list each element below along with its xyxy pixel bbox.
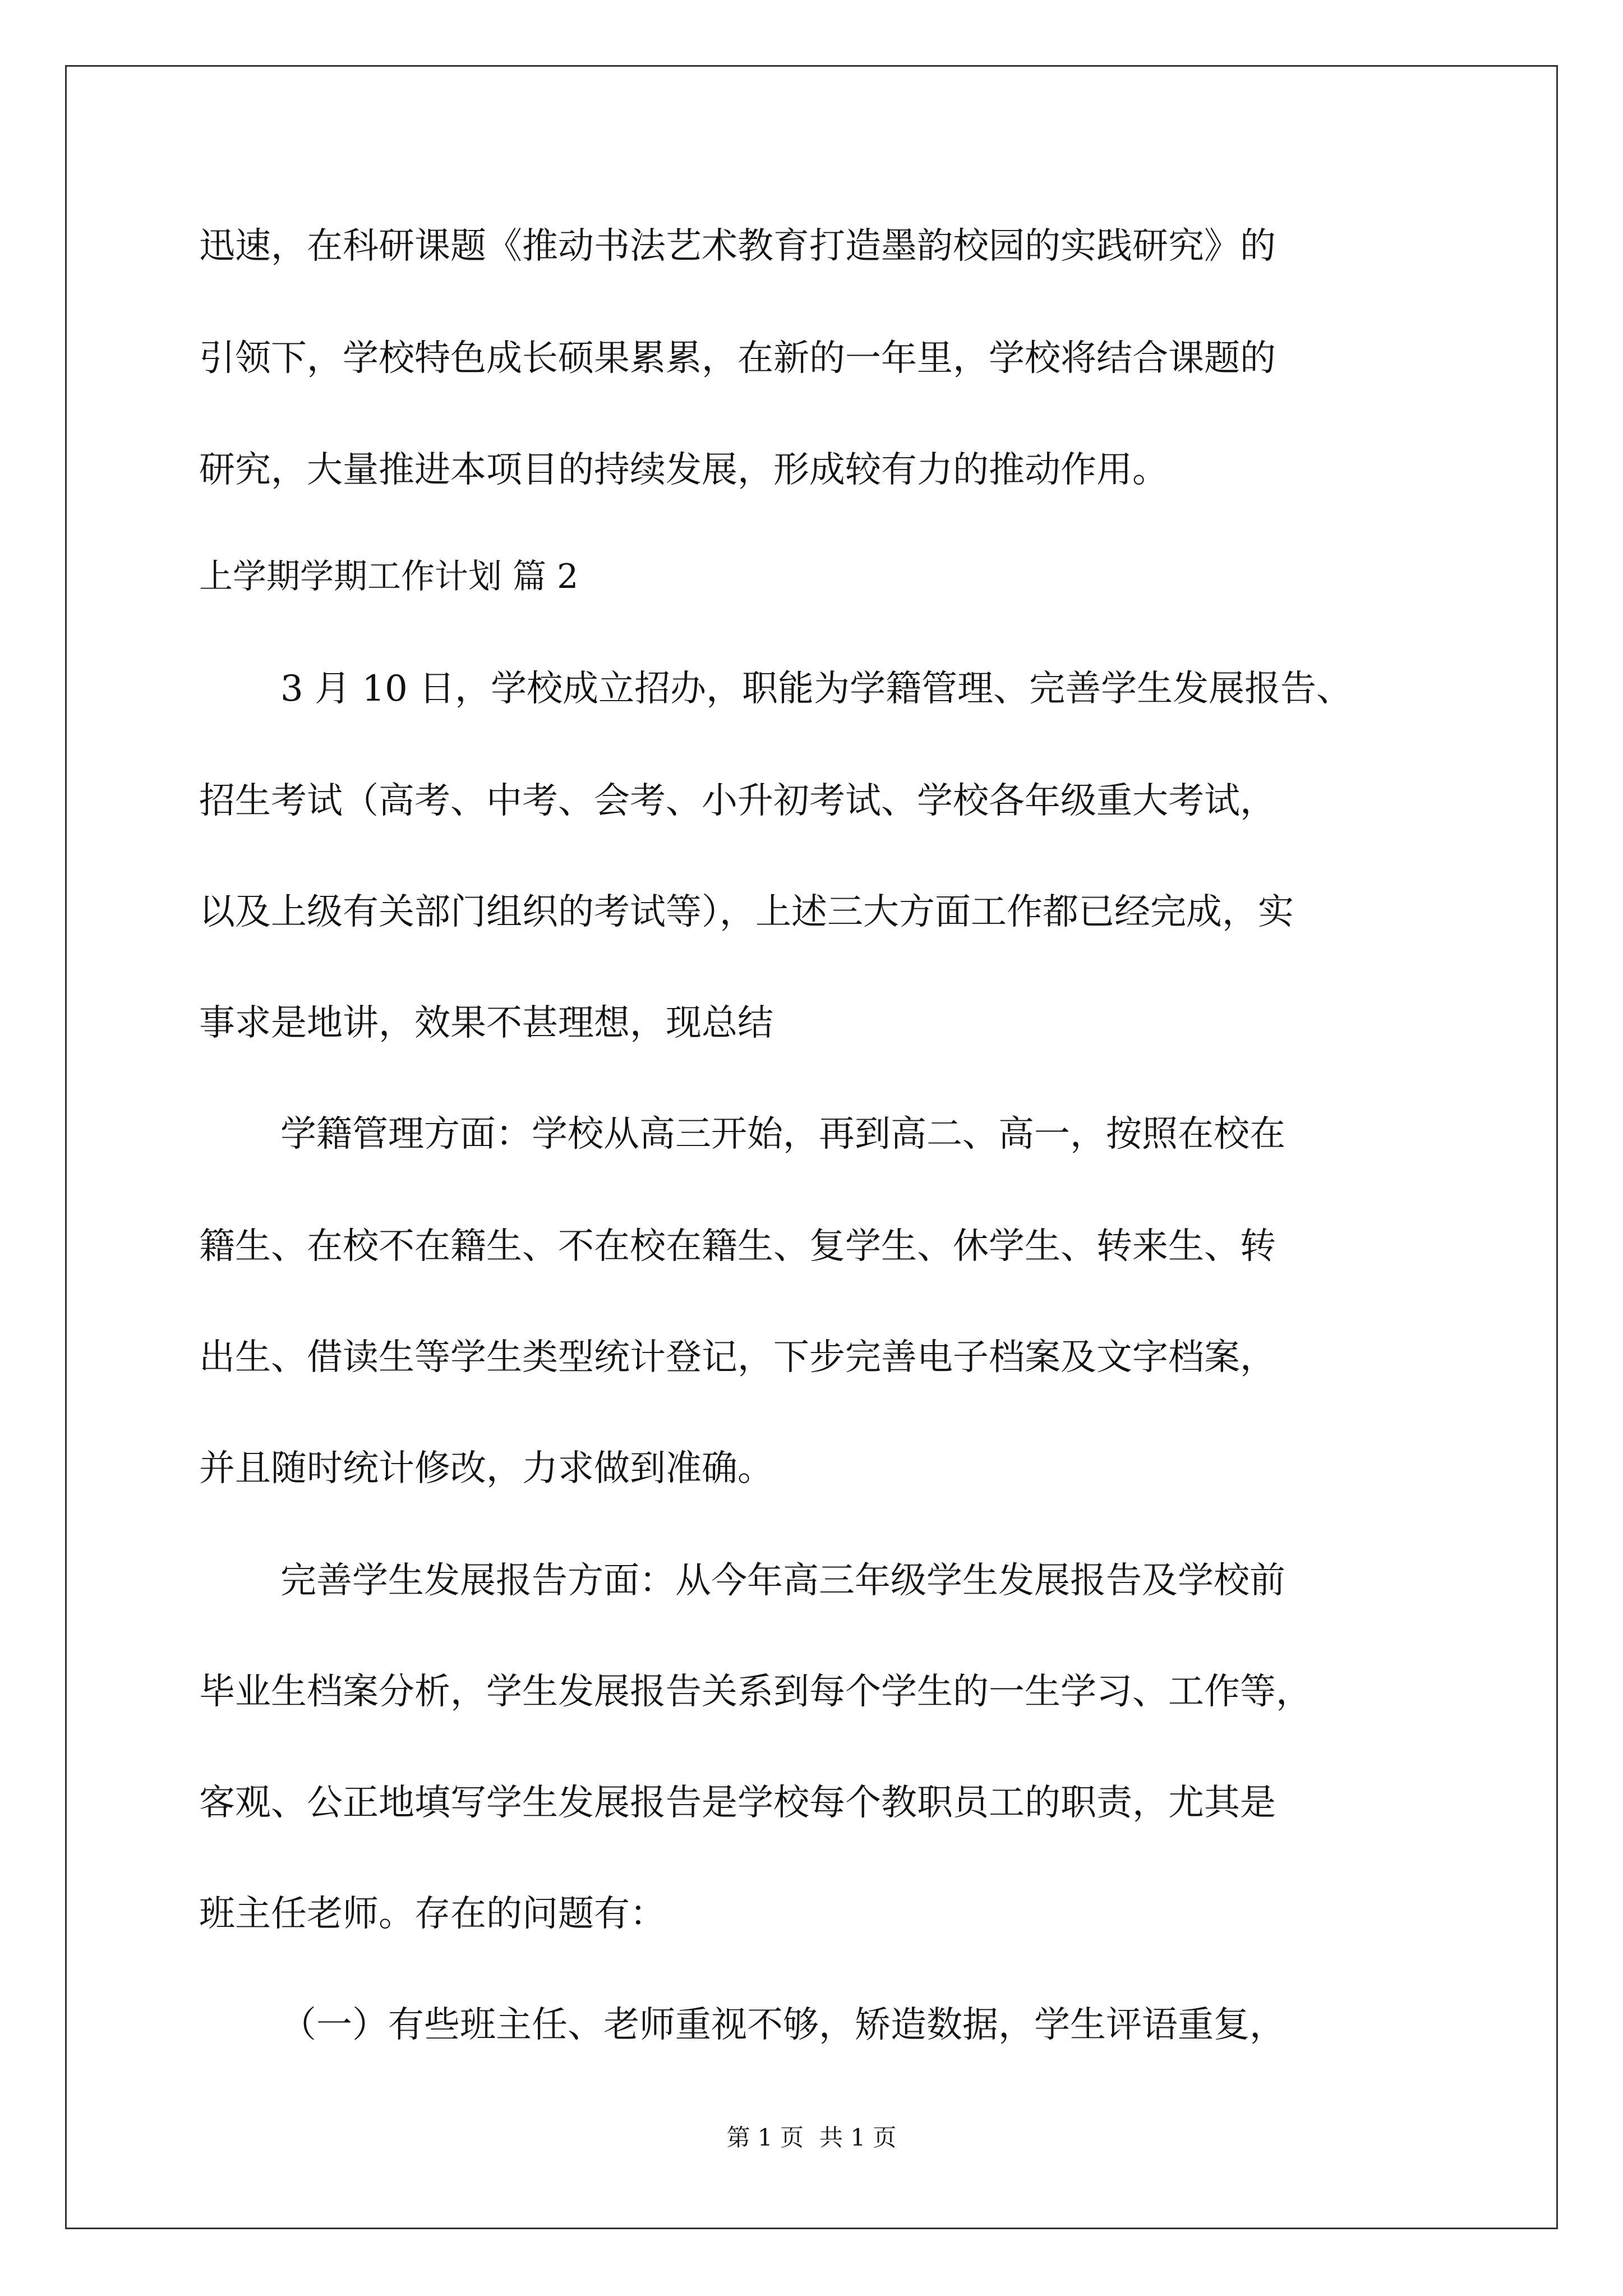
paragraph-line: 出生、借读生等学生类型统计登记，下步完善电子档案及文字档案，	[199, 1337, 1276, 1378]
page-footer	[0, 2126, 1623, 2150]
paragraph-line: 招生考试（高考、中考、会考、小升初考试、学校各年级重大考试，	[199, 780, 1276, 822]
paragraph-line: 以及上级有关部门组织的考试等），上述三大方面工作都已经完成，实	[199, 891, 1294, 933]
paragraph-line: 完善学生发展报告方面：从今年高三年级学生发展报告及学校前	[280, 1560, 1285, 1602]
section-heading: 上学期学期工作计划 篇 2	[199, 557, 579, 596]
paragraph-line: 3 月 10 日，学校成立招办，职能为学籍管理、完善学生发展报告、	[280, 668, 1353, 710]
paragraph-line: 班主任老师。存在的问题有：	[199, 1893, 666, 1935]
paragraph-line: 学籍管理方面：学校从高三开始，再到高二、高一，按照在校在	[280, 1114, 1285, 1155]
paragraph-line: 客观、公正地填写学生发展报告是学校每个教职员工的职责，尤其是	[199, 1782, 1276, 1824]
paragraph-line: 毕业生档案分析，学生发展报告关系到每个学生的一生学习、工作等，	[199, 1671, 1312, 1713]
paragraph-line: 籍生、在校不在籍生、不在校在籍生、复学生、休学生、转来生、转	[199, 1226, 1276, 1267]
paragraph-line: （一）有些班主任、老师重视不够，矫造数据，学生评语重复，	[280, 2004, 1285, 2046]
page-number: 第 1 页	[726, 2124, 804, 2151]
paragraph-line: 并且随时统计修改，力求做到准确。	[199, 1448, 773, 1489]
paragraph-line: 引领下，学校特色成长硕果累累，在新的一年里，学校将结合课题的	[199, 338, 1276, 379]
paragraph-line: 研究，大量推进本项目的持续发展，形成较有力的推动作用。	[199, 449, 1168, 491]
paragraph-line: 事求是地讲，效果不甚理想，现总结	[199, 1002, 773, 1044]
page-total: 共 1 页	[819, 2124, 897, 2151]
paragraph-line: 迅速，在科研课题《推动书法艺术教育打造墨韵校园的实践研究》的	[199, 226, 1276, 267]
